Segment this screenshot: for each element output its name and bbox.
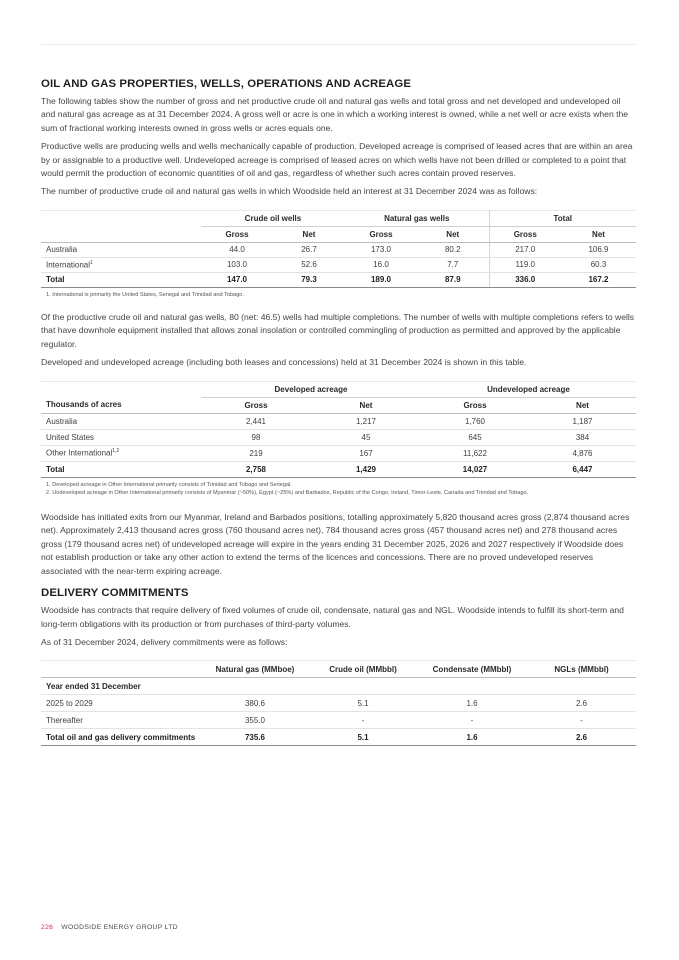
row-label: Total (41, 272, 201, 287)
paragraph: Productive wells are producing wells and wells mechanically capable of production. Developed acreage is comprised of leased acres that are within an area by or assignable to a productive well. Undeveloped acreage is comprised of leased acres on which wells have not been drilled or completed to a point that would permit the production of economic quantities of oil and gas, regardless of whether such acres contain proved reserves. (41, 141, 633, 179)
paragraph: Developed and undeveloped acreage (including both leases and concessions) held at 31 December 2024 is shown in this table. (41, 357, 527, 368)
table-footnote: 1. Developed acreage in Other International primarily consists of Trinidad and Tobago and Senegal. (46, 481, 292, 488)
table-cell: 60.3 (561, 257, 636, 272)
table-cell: 167 (311, 445, 421, 461)
page-footer (41, 924, 178, 931)
column-header: Crude oil (MMbbl) (309, 661, 417, 678)
acreage-group-header: Undeveloped acreage (421, 381, 636, 397)
table-cell: 4,876 (529, 445, 636, 461)
table-cell: 14,027 (421, 461, 529, 477)
row-label: Total oil and gas delivery commitments (41, 729, 201, 746)
row-label: United States (41, 429, 201, 445)
table-row (41, 445, 636, 461)
table-cell: 26.7 (273, 242, 345, 257)
table-cell: 219 (201, 445, 311, 461)
column-header: Net (529, 397, 636, 413)
paragraph: Woodside has initiated exits from our Myanmar, Ireland and Barbados positions, totalling approximately 5,820 thousand acres gross (2,874 thousand acres net). Approximately 2,413 thousand acres gross (760 thousand acres net), 784 thousand acres gross (457 thousand acres net) and 278 thousand acres gross (179 thousand acres net) of undeveloped acreage will expire in the years ending 31 December 2025, 2026 and 2027 respectively if Woodside does not establish production or take any other action to extend the terms of the licences and concessions. There are no proved undeveloped reserves associated with the near-term expiring acreage. (41, 512, 630, 576)
column-header: NGLs (MMbbl) (527, 661, 636, 678)
table-cell: 2,758 (201, 461, 311, 477)
acreage-group-header: Developed acreage (201, 381, 421, 397)
column-header: Gross (345, 226, 417, 242)
row-label (41, 445, 201, 461)
table-row (41, 712, 636, 729)
table-cell: 6,447 (529, 461, 636, 477)
table-cell: 1,760 (421, 413, 529, 429)
section-title-oil-gas: OIL AND GAS PROPERTIES, WELLS, OPERATIONS AND ACREAGE (41, 78, 412, 90)
table-cell: - (527, 712, 636, 729)
column-header: Gross (201, 397, 311, 413)
column-header: Gross (489, 226, 561, 242)
table-cell: - (417, 712, 527, 729)
table-cell: 2.6 (527, 729, 636, 746)
company-name: WOODSIDE ENERGY GROUP LTD (61, 924, 178, 931)
total-row (41, 729, 636, 746)
column-header: Net (273, 226, 345, 242)
column-header: Net (561, 226, 636, 242)
table-row (41, 678, 636, 695)
paragraph: The number of productive crude oil and natural gas wells in which Woodside held an interest at 31 December 2024 was as follows: (41, 186, 538, 197)
table-cell: 735.6 (201, 729, 309, 746)
paragraph: Woodside has contracts that require delivery of fixed volumes of crude oil, condensate, natural gas and NGL. Woodside intends to fulfill its short-term and long-term obligations with its production or from purchases of third-party volumes. (41, 605, 624, 629)
table-cell: 106.9 (561, 242, 636, 257)
row-label: 2025 to 2029 (41, 695, 201, 712)
table-row (41, 257, 636, 272)
table-cell: 336.0 (489, 272, 561, 287)
row-label-text: International (46, 260, 91, 270)
table-cell: 45 (311, 429, 421, 445)
table-cell: 217.0 (489, 242, 561, 257)
table-cell: 384 (529, 429, 636, 445)
wells-group-header: Crude oil wells (201, 210, 345, 226)
total-row (41, 461, 636, 477)
row-label (41, 257, 201, 272)
table-cell: 7.7 (417, 257, 489, 272)
column-header: Natural gas (MMboe) (201, 661, 309, 678)
paragraph: Of the productive crude oil and natural gas wells, 80 (net: 46.5) wells had multiple completions. The number of wells with multiple completions refers to wells that have downhole equipment installed that allows zonal insolation or controlled commingling of production as permitted and approved by the applicable regulator. (41, 312, 635, 349)
column-header: Net (311, 397, 421, 413)
table-cell: 119.0 (489, 257, 561, 272)
column-header: Gross (201, 226, 273, 242)
paragraph: The following tables show the number of gross and net productive crude oil and natural gas wells and total gross and net developed and undeveloped oil and natural gas acreage as at 31 December 2024. A gross well or acre is one in which a working interest is owned, while a net well or acre exists when the sum of fractional working interests owned in gross wells or acres equals one. (41, 96, 629, 133)
column-header: Gross (421, 397, 529, 413)
table-row (41, 413, 636, 429)
wells-group-header: Total (489, 210, 636, 226)
table-cell: 2.6 (527, 695, 636, 712)
row-label: Australia (41, 242, 201, 257)
table-cell: 380.6 (201, 695, 309, 712)
row-label: Thereafter (41, 712, 201, 729)
table-cell: 1.6 (417, 695, 527, 712)
table-cell: 98 (201, 429, 311, 445)
table-cell: 16.0 (345, 257, 417, 272)
table-cell: 173.0 (345, 242, 417, 257)
acreage-table (41, 381, 636, 478)
table-footnote: 1. International is primarily the United States, Senegal and Trinidad and Tobago. (46, 291, 244, 298)
table-footnote: 2. Undeveloped acreage in Other International primarily consists of Myanmar (~50%), Egypt (~25%) and Barbados, Republic of the Congo, Ireland, Timor-Leste, Canada and Trinidad and Tobago. (46, 489, 529, 496)
table-cell: 1,429 (311, 461, 421, 477)
table-cell: 79.3 (273, 272, 345, 287)
column-header: Net (417, 226, 489, 242)
table-row (41, 429, 636, 445)
year-label: Year ended 31 December (41, 678, 636, 695)
row-header: Thousands of acres (41, 397, 201, 413)
table-cell: 1,217 (311, 413, 421, 429)
table-cell: 44.0 (201, 242, 273, 257)
row-label: Total (41, 461, 201, 477)
table-cell: 1,187 (529, 413, 636, 429)
table-cell: 11,622 (421, 445, 529, 461)
page-number: 226 (41, 924, 54, 931)
total-row (41, 272, 636, 287)
table-cell: 167.2 (561, 272, 636, 287)
column-header: Condensate (MMbbl) (417, 661, 527, 678)
table-row (41, 695, 636, 712)
table-cell: - (309, 712, 417, 729)
table-cell: 1.6 (417, 729, 527, 746)
header-rule (41, 44, 636, 45)
table-cell: 52.6 (273, 257, 345, 272)
row-label: Australia (41, 413, 201, 429)
table-cell: 5.1 (309, 729, 417, 746)
row-label-text: Other International (46, 449, 113, 458)
table-cell: 80.2 (417, 242, 489, 257)
table-cell: 645 (421, 429, 529, 445)
wells-corner (41, 210, 201, 226)
footnote-ref: 1,2 (112, 448, 120, 455)
table-cell: 355.0 (201, 712, 309, 729)
table-cell: 147.0 (201, 272, 273, 287)
page-content (41, 78, 636, 746)
delivery-table (41, 660, 636, 746)
table-cell: 2,441 (201, 413, 311, 429)
wells-group-header: Natural gas wells (345, 210, 489, 226)
wells-table (41, 210, 636, 288)
table-cell: 103.0 (201, 257, 273, 272)
table-cell: 5.1 (309, 695, 417, 712)
table-row (41, 242, 636, 257)
section-title-delivery: DELIVERY COMMITMENTS (41, 587, 189, 600)
table-cell: 87.9 (417, 272, 489, 287)
paragraph: As of 31 December 2024, delivery commitments were as follows: (41, 636, 288, 647)
table-cell: 189.0 (345, 272, 417, 287)
footnote-ref: 1 (90, 260, 93, 267)
